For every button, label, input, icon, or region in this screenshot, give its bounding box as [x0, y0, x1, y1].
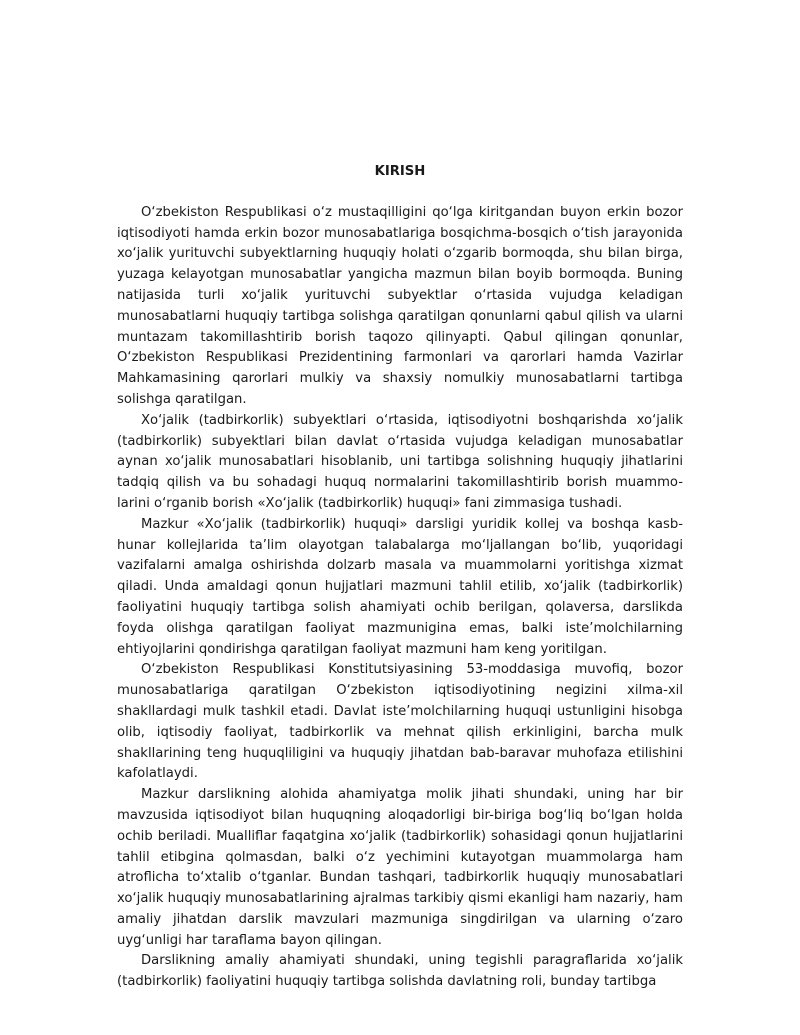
paragraph-1: O‘zbekiston Respublikasi o‘z mustaqilligini qo‘lga kiritgandan buyon erkin bozor iqtisodiyoti hamda erkin bozor munosabatlariga bosqichma-bosqich o‘tish jarayonida xo‘jalik yurituvchi subyektlarning huquqiy holati o‘zgarib bormoqda, shu bilan birga, yuzaga kelayotgan munosabatlar yangicha mazmun bilan boyib bormoqda. Buning natijasida turli xo‘jalik yurituvchi subyektlar o‘rtasida vujudga keladigan munosabatlarni huquqiy tartibga solishga qaratilgan qonunlarni qabul qilish va ularni muntazam takomillashtirib borish taqozo qilinyapti. Qabul qilingan qonunlar, O‘zbekiston Respublikasi Prezidentining farmonlari va qarorlari hamda Vazirlar Mahkamasining qarorlari mulkiy va shaxsiy nomulkiy munosabatlarni tartibga solishga qaratilgan. — [117, 204, 683, 407]
paragraph-3: Mazkur «Xo‘jalik (tadbirkorlik) huquqi» darsligi yuridik kollej va boshqa kasb-hunar kollejlarida ta’lim olayotgan talabalarga mo‘ljallangan bo‘lib, yuqoridagi vazifalarni amalga oshirishda dolzarb masala va muammolarni yoritishga xizmat qiladi. Unda amaldagi qonun hujjatlari mazmuni tahlil etilib, xo‘jalik (tadbirkorlik) faoliyatini huquqiy tartibga solish ahamiyati ochib berilgan, qolaversa, darslikda foyda olishga qaratilgan faoliyat mazmunigina emas, balki iste’molchilarning ehtiyojlarini qondirishga qaratilgan faoliyat mazmuni ham keng yoritilgan. — [117, 516, 683, 657]
document-page — [117, 162, 683, 993]
paragraph-6: Darslikning amaliy ahamiyati shundaki, uning tegishli paragraflarida xo‘jalik (tadbirkorlik) faoliyatini huquqiy tartibga solishda davlatning roli, bunday tartibga — [117, 953, 683, 990]
paragraph-2: Xo‘jalik (tadbirkorlik) subyektlari o‘rtasida, iqtisodiyotni boshqarishda xo‘jalik (tadbirkorlik) subyektlari bilan davlat o‘rtasida vujudga keladigan munosabatlar aynan xo‘jalik munosabatlari hisoblanib, uni tartibga solishning huquqiy jihatlarini tadqiq qilish va bu sohadagi huquq normalarini takomillashtirib borish muammo-larini o‘rganib borish «Xo‘jalik (tadbirkorlik) huquqi» fani zimmasiga tushadi. — [117, 412, 683, 511]
paragraph-4: O‘zbekiston Respublikasi Konstitutsiyasining 53-moddasiga muvofiq, bozor munosabatlariga qaratilgan O‘zbekiston iqtisodiyotining negizini xilma-xil shakllardagi mulk tashkil etadi. Davlat iste’molchilarning huquqi ustunligini hisobga olib, iqtisodiy faoliyat, tadbirkorlik va mehnat qilish erkinligini, barcha mulk shakllarining teng huquqliligini va huquqiy jihatdan bab-baravar muhofaza etilishini kafolatlaydi. — [117, 662, 683, 782]
paragraph-5: Mazkur darslikning alohida ahamiyatga molik jihati shundaki, uning har bir mavzusida iqtisodiyot bilan huquqning aloqadorligi bir-biriga bog‘liq bo‘lgan holda ochib beriladi. Mualliflar faqatgina xo‘jalik (tadbirkorlik) sohasidagi qonun hujjatlarini tahlil etibgina qolmasdan, balki o‘z yechimini kutayotgan muammolarga ham atroflicha to‘xtalib o‘tganlar. Bundan tashqari, tadbirkorlik huquqiy munosabatlari xo‘jalik huquqiy munosabatlarining ajralmas tarkibiy qismi ekanligi ham nazariy, ham amaliy jihatdan darslik mavzulari mazmuniga singdirilgan va ularning o‘zaro uyg‘unligi har taraflama bayon qilingan. — [117, 787, 683, 948]
page-title: KIRISH — [374, 164, 426, 179]
